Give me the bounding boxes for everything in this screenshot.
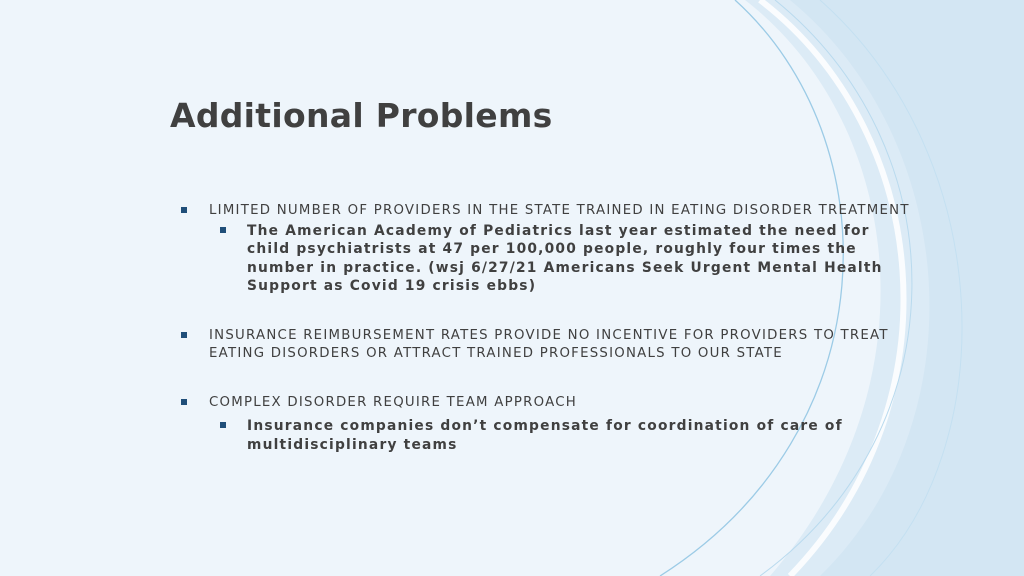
sub-list-item-text: The American Academy of Pediatrics last year estimated the need for child psychiatrists at 47 per 100,000 people, roughly four times the number in practice. (wsj 6/27/21 Americans Seek Urgent Mental Health Support as Covid 19 crisis ebbs) xyxy=(247,222,883,294)
sub-list-item xyxy=(209,222,918,296)
list-item xyxy=(178,202,918,296)
square-bullet-icon xyxy=(181,207,187,213)
list-item xyxy=(178,327,918,364)
sub-list-item-text: Insurance companies don’t compensate for coordination of care of multidisciplinary teams xyxy=(247,418,843,453)
list-item-text: COMPLEX DISORDER REQUIRE TEAM APPROACH xyxy=(209,394,577,410)
square-bullet-icon xyxy=(220,227,226,233)
square-bullet-icon xyxy=(181,332,187,338)
list-item-text: INSURANCE REIMBURSEMENT RATES PROVIDE NO INCENTIVE FOR PROVIDERS TO TREAT EATING DISORDERS OR ATTRACT TRAINED PROFESSIONALS TO OUR STATE xyxy=(209,327,889,361)
page-title: Additional Problems xyxy=(170,96,553,135)
bullet-list xyxy=(178,202,918,454)
square-bullet-icon xyxy=(220,422,226,428)
square-bullet-icon xyxy=(181,399,187,405)
list-item-text: LIMITED NUMBER OF PROVIDERS IN THE STATE TRAINED IN EATING DISORDER TREATMENT xyxy=(209,203,910,218)
sub-list-item xyxy=(209,417,918,454)
list-item xyxy=(178,394,918,455)
